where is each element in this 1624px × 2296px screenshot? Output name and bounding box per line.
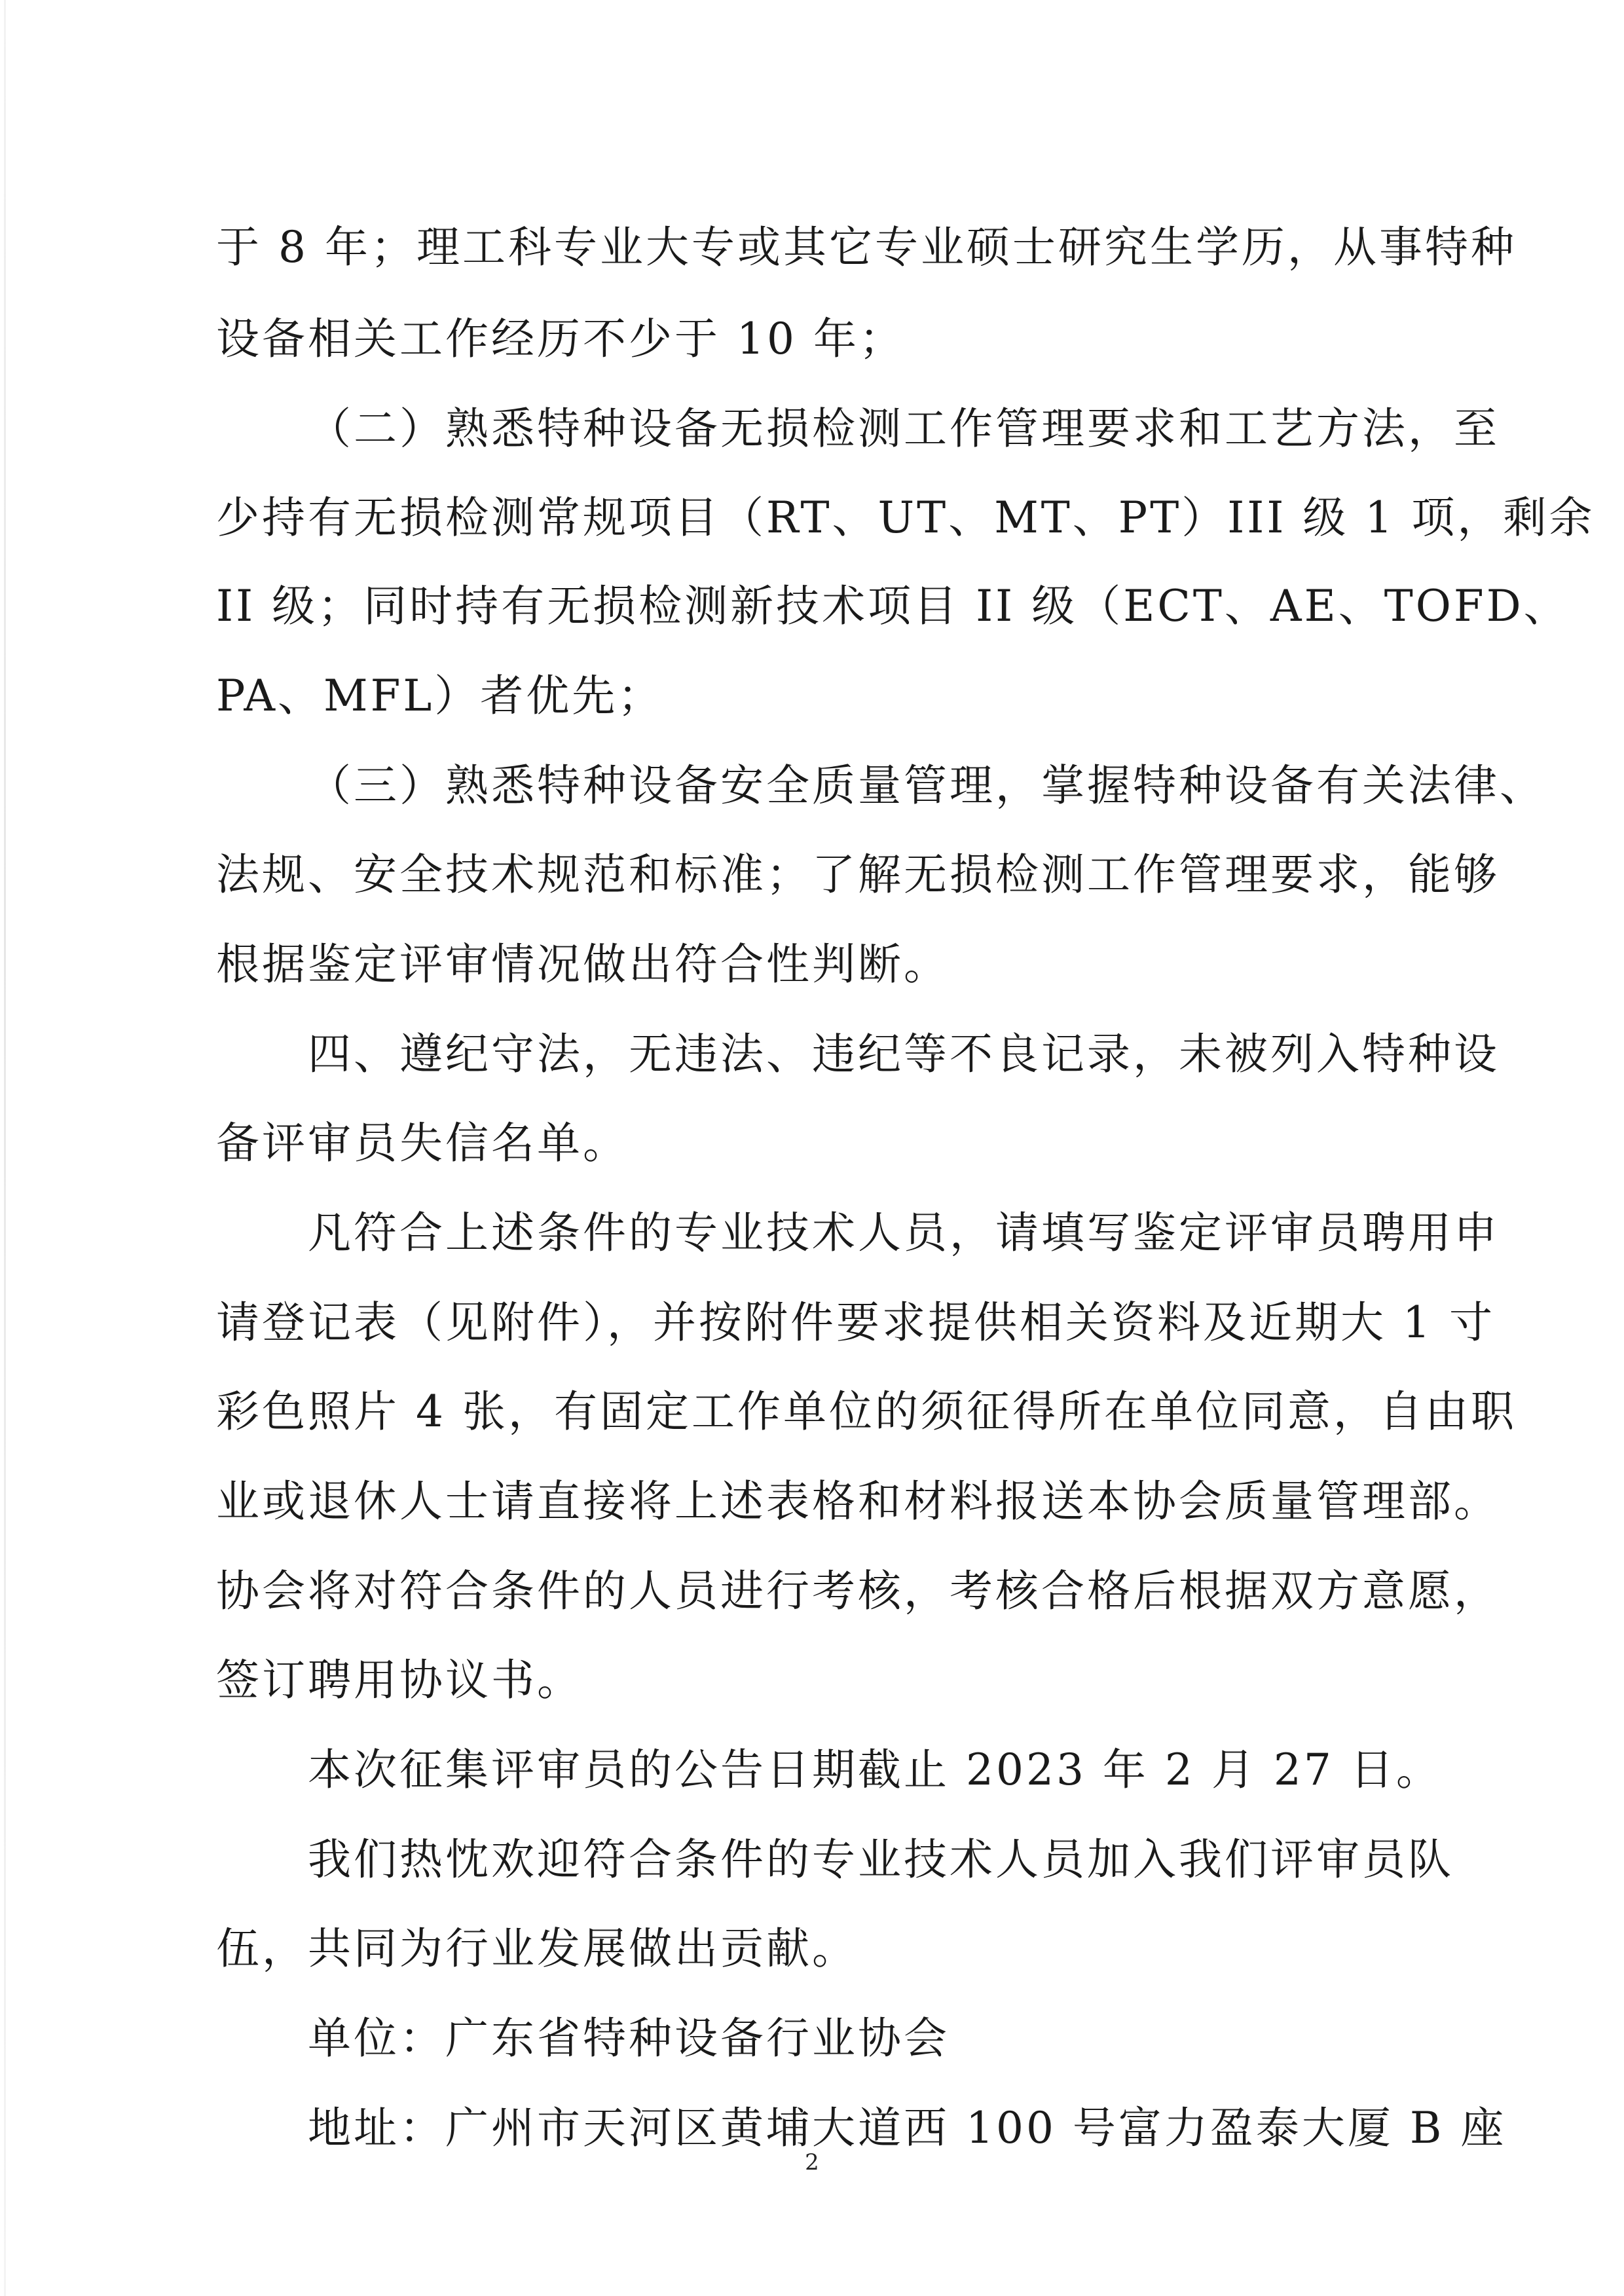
paragraph-line: 根据鉴定评审情况做出符合性判断。 (216, 939, 950, 990)
paragraph-line: 本次征集评审员的公告日期截止 2023 年 2 月 27 日。 (308, 1745, 1442, 1795)
paragraph-line: 少持有无损检测常规项目（RT、UT、MT、PT）III 级 1 项，剩余 (216, 492, 1595, 543)
paragraph-line: II 级；同时持有无损检测新技术项目 II 级（ECT、AE、TOFD、 (216, 581, 1570, 631)
organization-line: 单位：广东省特种设备行业协会 (308, 2013, 950, 2064)
page-number: 2 (805, 2149, 819, 2176)
scan-edge (4, 0, 6, 2296)
paragraph-line: PA、MFL）者优先； (216, 671, 664, 721)
paragraph-line: 于 8 年；理工科专业大专或其它专业硕士研究生学历，从事特种 (216, 222, 1517, 272)
address-line: 地址：广州市天河区黄埔大道西 100 号富力盈泰大厦 B 座 (308, 2103, 1507, 2153)
paragraph-line: 彩色照片 4 张，有固定工作单位的须征得所在单位同意，自由职 (216, 1386, 1517, 1437)
paragraph-line: （三）熟悉特种设备安全质量管理，掌握特种设备有关法律、 (308, 760, 1545, 811)
paragraph-line: 协会将对符合条件的人员进行考核，考核合格后根据双方意愿， (216, 1566, 1500, 1616)
paragraph-line: 我们热忱欢迎符合条件的专业技术人员加入我们评审员队 (308, 1834, 1454, 1885)
paragraph-line: 法规、安全技术规范和标准；了解无损检测工作管理要求，能够 (216, 849, 1500, 900)
paragraph-line: 四、遵纪守法，无违法、违纪等不良记录，未被列入特种设 (308, 1029, 1500, 1079)
paragraph-line: 伍，共同为行业发展做出贡献。 (216, 1923, 858, 1974)
paragraph-line: 设备相关工作经历不少于 10 年； (216, 314, 905, 364)
paragraph-line: 签订聘用协议书。 (216, 1655, 583, 1705)
paragraph-line: 请登记表（见附件），并按附件要求提供相关资料及近期大 1 寸 (216, 1297, 1495, 1348)
paragraph-line: 凡符合上述条件的专业技术人员，请填写鉴定评审员聘用申 (308, 1208, 1500, 1258)
paragraph-line: （二）熟悉特种设备无损检测工作管理要求和工艺方法，至 (308, 403, 1500, 454)
paragraph-line: 业或退休人士请直接将上述表格和材料报送本协会质量管理部。 (216, 1476, 1500, 1527)
paragraph-line: 备评审员失信名单。 (216, 1118, 629, 1168)
